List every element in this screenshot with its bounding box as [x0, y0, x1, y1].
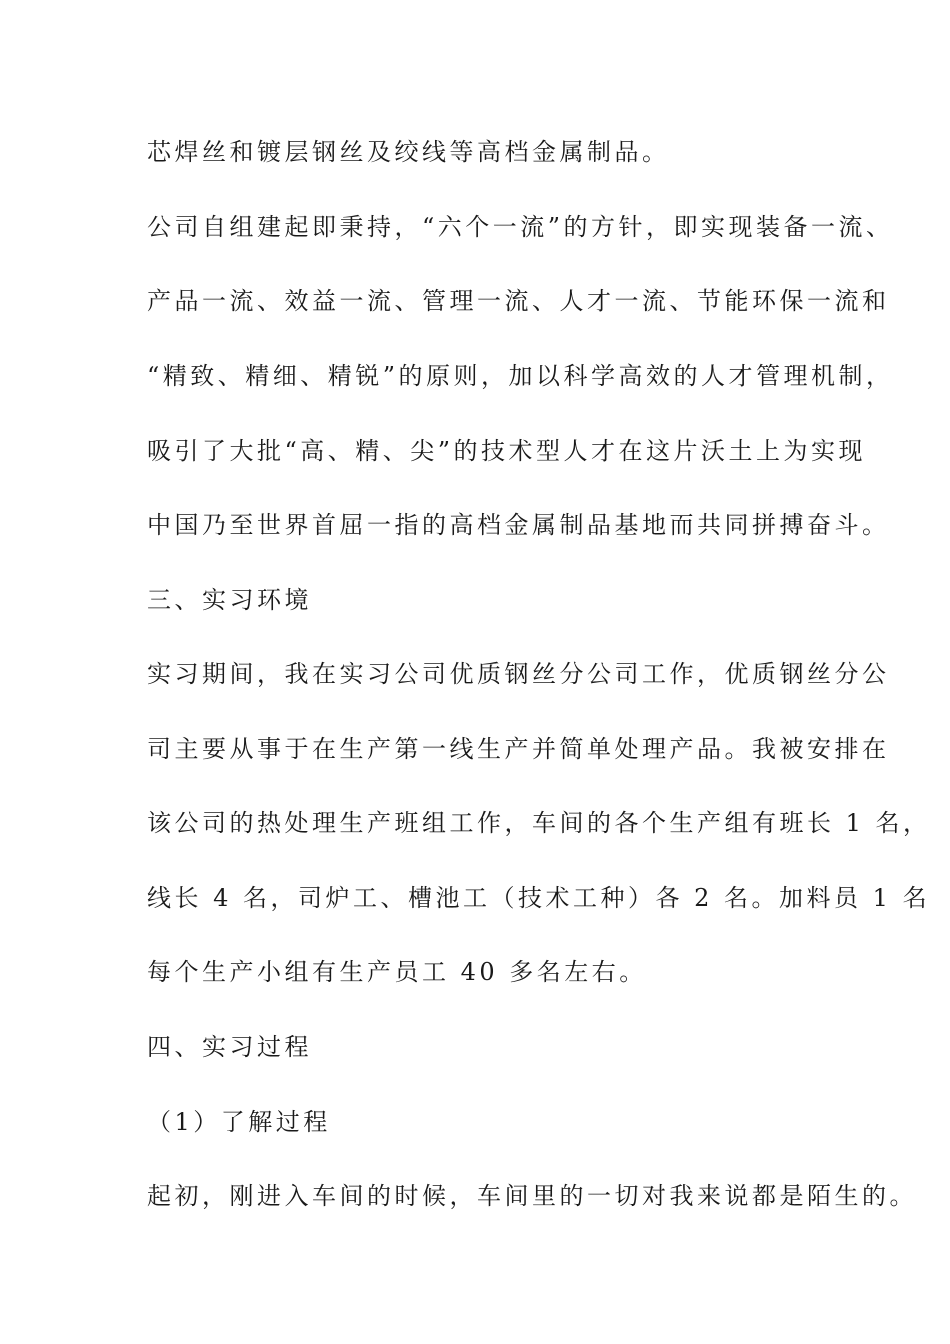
paragraph-line: 产品一流、效益一流、管理一流、人才一流、节能环保一流和 — [147, 287, 890, 315]
paragraph-line: 线长 4 名，司炉工、槽池工（技术工种）各 2 名。加料员 1 名 — [147, 884, 931, 912]
paragraph-line: 中国乃至世界首屈一指的高档金属制品基地而共同拼搏奋斗。 — [147, 511, 890, 539]
paragraph-line: 公司自组建起即秉持，“六个一流”的方针，即实现装备一流、 — [147, 213, 894, 241]
paragraph-line: 芯焊丝和镀层钢丝及绞线等高档金属制品。 — [147, 138, 670, 166]
paragraph-line: “精致、精细、精锐”的原则，加以科学高效的人才管理机制， — [147, 362, 894, 390]
paragraph-line: 该公司的热处理生产班组工作，车间的各个生产组有班长 1 名， — [147, 809, 931, 837]
paragraph-line: 每个生产小组有生产员工 40 多名左右。 — [147, 958, 647, 986]
paragraph-line: 实习期间，我在实习公司优质钢丝分公司工作，优质钢丝分公 — [147, 660, 890, 688]
subsection-heading: （1）了解过程 — [147, 1108, 331, 1136]
paragraph-line: 起初，刚进入车间的时候，车间里的一切对我来说都是陌生的。 — [147, 1182, 917, 1210]
section-heading: 三、实习环境 — [147, 586, 312, 614]
paragraph-line: 吸引了大批“高、精、尖”的技术型人才在这片沃土上为实现 — [147, 437, 867, 465]
section-heading: 四、实习过程 — [147, 1033, 312, 1061]
paragraph-line: 司主要从事于在生产第一线生产并简单处理产品。我被安排在 — [147, 735, 890, 763]
